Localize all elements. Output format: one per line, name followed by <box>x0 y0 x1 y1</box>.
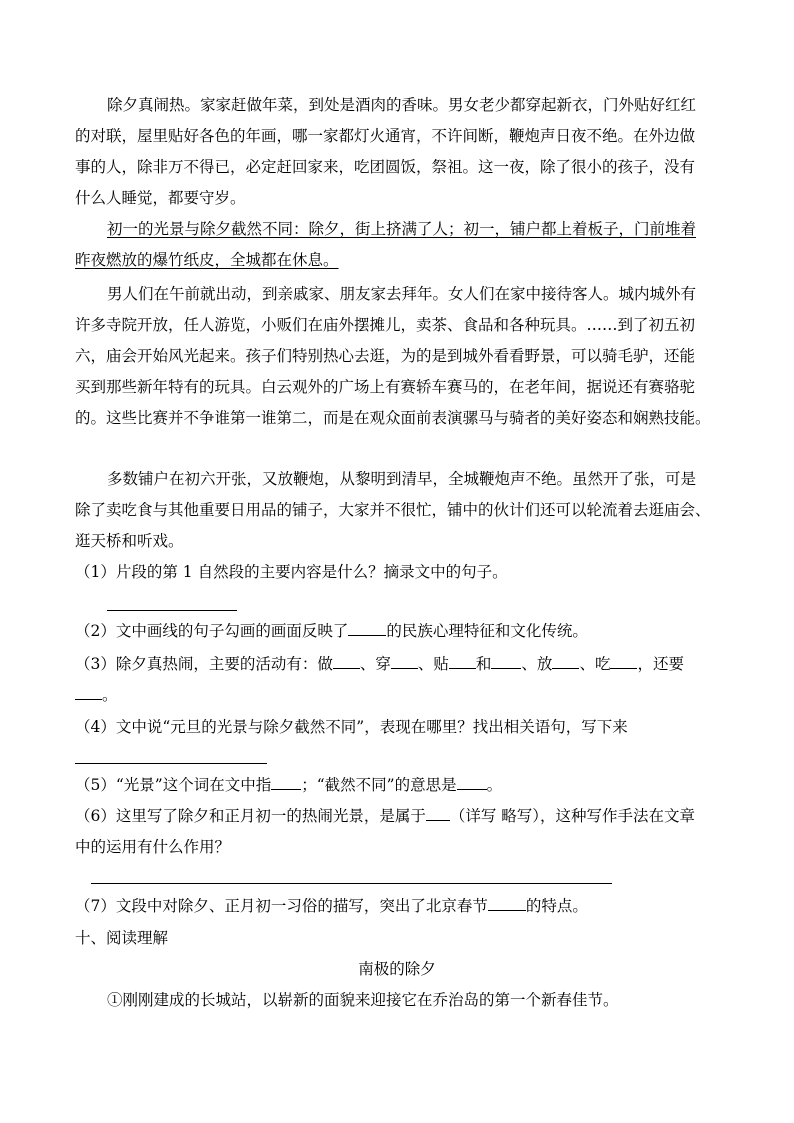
passage-p3-line-5: 的。这些比赛并不争谁第一谁第二，而是在观众面前表演骡马与骑者的美好姿态和娴熟技能。 <box>75 409 711 427</box>
answer-blank-q3-6[interactable] <box>610 654 637 669</box>
passage-p3-line-4: 买到那些新年特有的玩具。白云观外的广场上有赛轿车赛马的，在老年间，据说还有赛骆驼 <box>75 378 696 396</box>
section-heading: 十、阅读理解 <box>75 929 169 947</box>
answer-blank-q3-7[interactable] <box>75 685 102 700</box>
answer-line-q4[interactable] <box>75 763 267 764</box>
passage-p4-line-3: 逛天桥和听戏。 <box>75 532 184 550</box>
question-5: （5）“光景”这个词在文中指 ；“截然不同”的意思是 。 <box>75 776 503 794</box>
article-title: 南极的除夕 <box>358 960 436 978</box>
question-4: （4）文中说“元旦的光景与除夕截然不同”，表现在哪里？找出相关语句，写下来 <box>75 718 628 736</box>
article-first-line: ①刚刚建成的长城站，以崭新的面貌来迎接它在乔治岛的第一个新春佳节。 <box>107 991 619 1009</box>
passage-p3-line-2: 许多寺院开放，任人游览，小贩们在庙外摆摊儿，卖茶、食品和各种玩具。……到了初五初 <box>75 316 696 334</box>
passage-p1-line-3: 事的人，除非万不得已，必定赶回家来，吃团圆饭，祭祖。这一夜，除了很小的孩子，没有 <box>75 158 696 176</box>
answer-blank-q3-1[interactable] <box>333 654 360 669</box>
passage-underlined-line-2: 昨夜燃放的爆竹纸皮，全城都在休息。 <box>75 251 339 269</box>
answer-blank-q3-3[interactable] <box>449 654 476 669</box>
passage-p1-line-2: 的对联，屋里贴好各色的年画，哪一家都灯火通宵，不许间断，鞭炮声日夜不绝。在外边做 <box>75 127 696 145</box>
answer-line-q1[interactable] <box>107 610 237 611</box>
passage-p3-line-1: 男人们在午前就出动，到亲戚家、朋友家去拜年。女人们在家中接待客人。城内城外有 <box>107 285 697 303</box>
answer-blank-q5-2[interactable] <box>457 775 487 790</box>
question-6: （6）这里写了除夕和正月初一的热闹光景，是属于 （详写 略写），这种写作手法在文章 <box>75 807 696 825</box>
question-3-continued: 。 <box>75 684 118 706</box>
question-1: （1）片段的第 1 自然段的主要内容是什么？摘录文中的句子。 <box>75 563 508 581</box>
answer-blank-q6[interactable] <box>426 806 450 821</box>
answer-blank-q3-4[interactable] <box>491 654 521 669</box>
passage-p1-line-1: 除夕真闹热。家家赶做年菜，到处是酒肉的香味。男女老少都穿起新衣，门外贴好红红 <box>107 96 697 114</box>
passage-underlined-line-1: 初一的光景与除夕截然不同：除夕，街上挤满了人；初一，铺户都上着板子，门前堆着 <box>107 220 697 238</box>
answer-blank-q3-5[interactable] <box>552 654 579 669</box>
answer-line-q6[interactable] <box>91 883 612 884</box>
passage-p4-line-2: 除了卖吃食与其他重要日用品的铺子，大家并不很忙，铺中的伙计们还可以轮流着去逛庙会、 <box>75 501 711 519</box>
passage-p3-line-3: 六，庙会开始风光起来。孩子们特别热心去逛，为的是到城外看看野景，可以骑毛驴，还能 <box>75 347 696 365</box>
question-3: （3）除夕真热闹，主要的活动有：做 、穿 、贴 和 、放 、吃 ，还要 <box>75 655 684 673</box>
passage-p1-line-4: 什么人睡觉，都要守岁。 <box>75 189 246 207</box>
answer-blank-q5-1[interactable] <box>271 775 301 790</box>
question-6-line-2: 中的运用有什么作用？ <box>75 838 231 856</box>
answer-blank-q7[interactable] <box>488 896 526 911</box>
passage-p4-line-1: 多数铺户在初六开张，又放鞭炮，从黎明到清早，全城鞭炮声不绝。虽然开了张，可是 <box>107 470 697 488</box>
answer-blank-q2[interactable] <box>348 621 386 636</box>
answer-blank-q3-2[interactable] <box>391 654 418 669</box>
question-2: （2）文中画线的句子勾画的画面反映了 的民族心理特征和文化传统。 <box>75 622 588 640</box>
question-7: （7）文段中对除夕、正月初一习俗的描写，突出了北京春节 的特点。 <box>75 897 588 915</box>
